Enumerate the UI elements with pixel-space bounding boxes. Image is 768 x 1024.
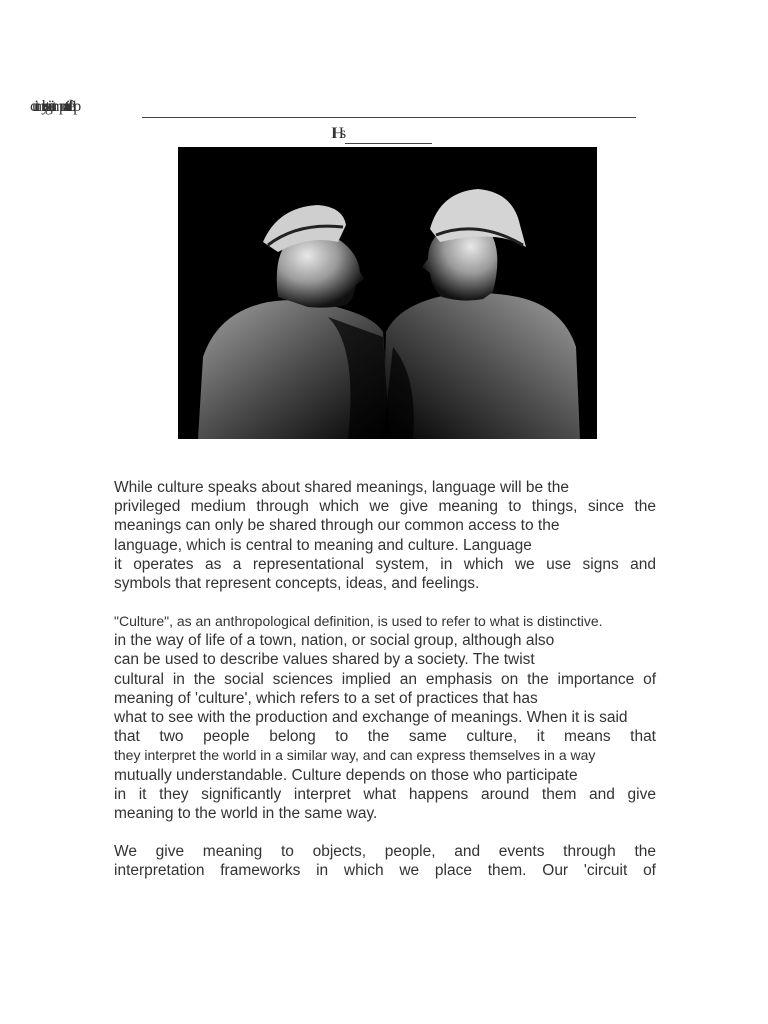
text-line: language, which is central to meaning and culture. Language <box>114 536 532 554</box>
text-line: While culture speaks about shared meanings, language will be the <box>114 479 569 496</box>
text-line: meaning to the world in the same way. <box>114 805 378 823</box>
text-line: symbols that represent concepts, ideas, and feelings. <box>114 575 480 593</box>
paragraph-1 <box>114 478 656 593</box>
two-men-in-caps-photo-icon <box>178 147 597 439</box>
text-line: it operates as a representational system, in which we use signs and <box>114 555 656 573</box>
subtitle-rule <box>345 143 432 144</box>
garbled-header-subtitle: IHs <box>331 125 343 142</box>
garbled-header-title: cutimlrystgicsi utmpnttaitdfe1p <box>30 98 77 115</box>
text-line: that two people belong to the same culture, it means that <box>114 728 656 746</box>
text-line: meanings can only be shared through our common access to the <box>114 517 560 535</box>
text-line: in the way of life of a town, nation, or social group, although also <box>114 632 555 650</box>
text-line: interpretation frameworks in which we place them. Our 'circuit of <box>114 862 656 880</box>
paragraph-3 <box>114 842 656 880</box>
paragraph-2 <box>114 612 656 823</box>
text-line: cultural in the social sciences implied an emphasis on the importance of <box>114 670 656 688</box>
header-rule <box>142 117 636 118</box>
text-line: mutually understandable. Culture depends on those who participate <box>114 766 578 784</box>
text-line: We give meaning to objects, people, and events through the <box>114 843 656 860</box>
text-line: what to see with the production and exchange of meanings. When it is said <box>114 709 628 727</box>
text-line: privileged medium through which we give meaning to things, since the <box>114 498 656 516</box>
text-line: they interpret the world in a similar way, and can express themselves in a way <box>114 747 596 764</box>
text-line: in it they significantly interpret what happens around them and give <box>114 785 656 803</box>
photo-illustration <box>178 147 597 439</box>
text-line: meaning of 'culture', which refers to a set of practices that has <box>114 689 538 707</box>
text-line: "Culture", as an anthropological definition, is used to refer to what is distinctive. <box>114 613 603 629</box>
text-line: can be used to describe values shared by a society. The twist <box>114 651 535 669</box>
